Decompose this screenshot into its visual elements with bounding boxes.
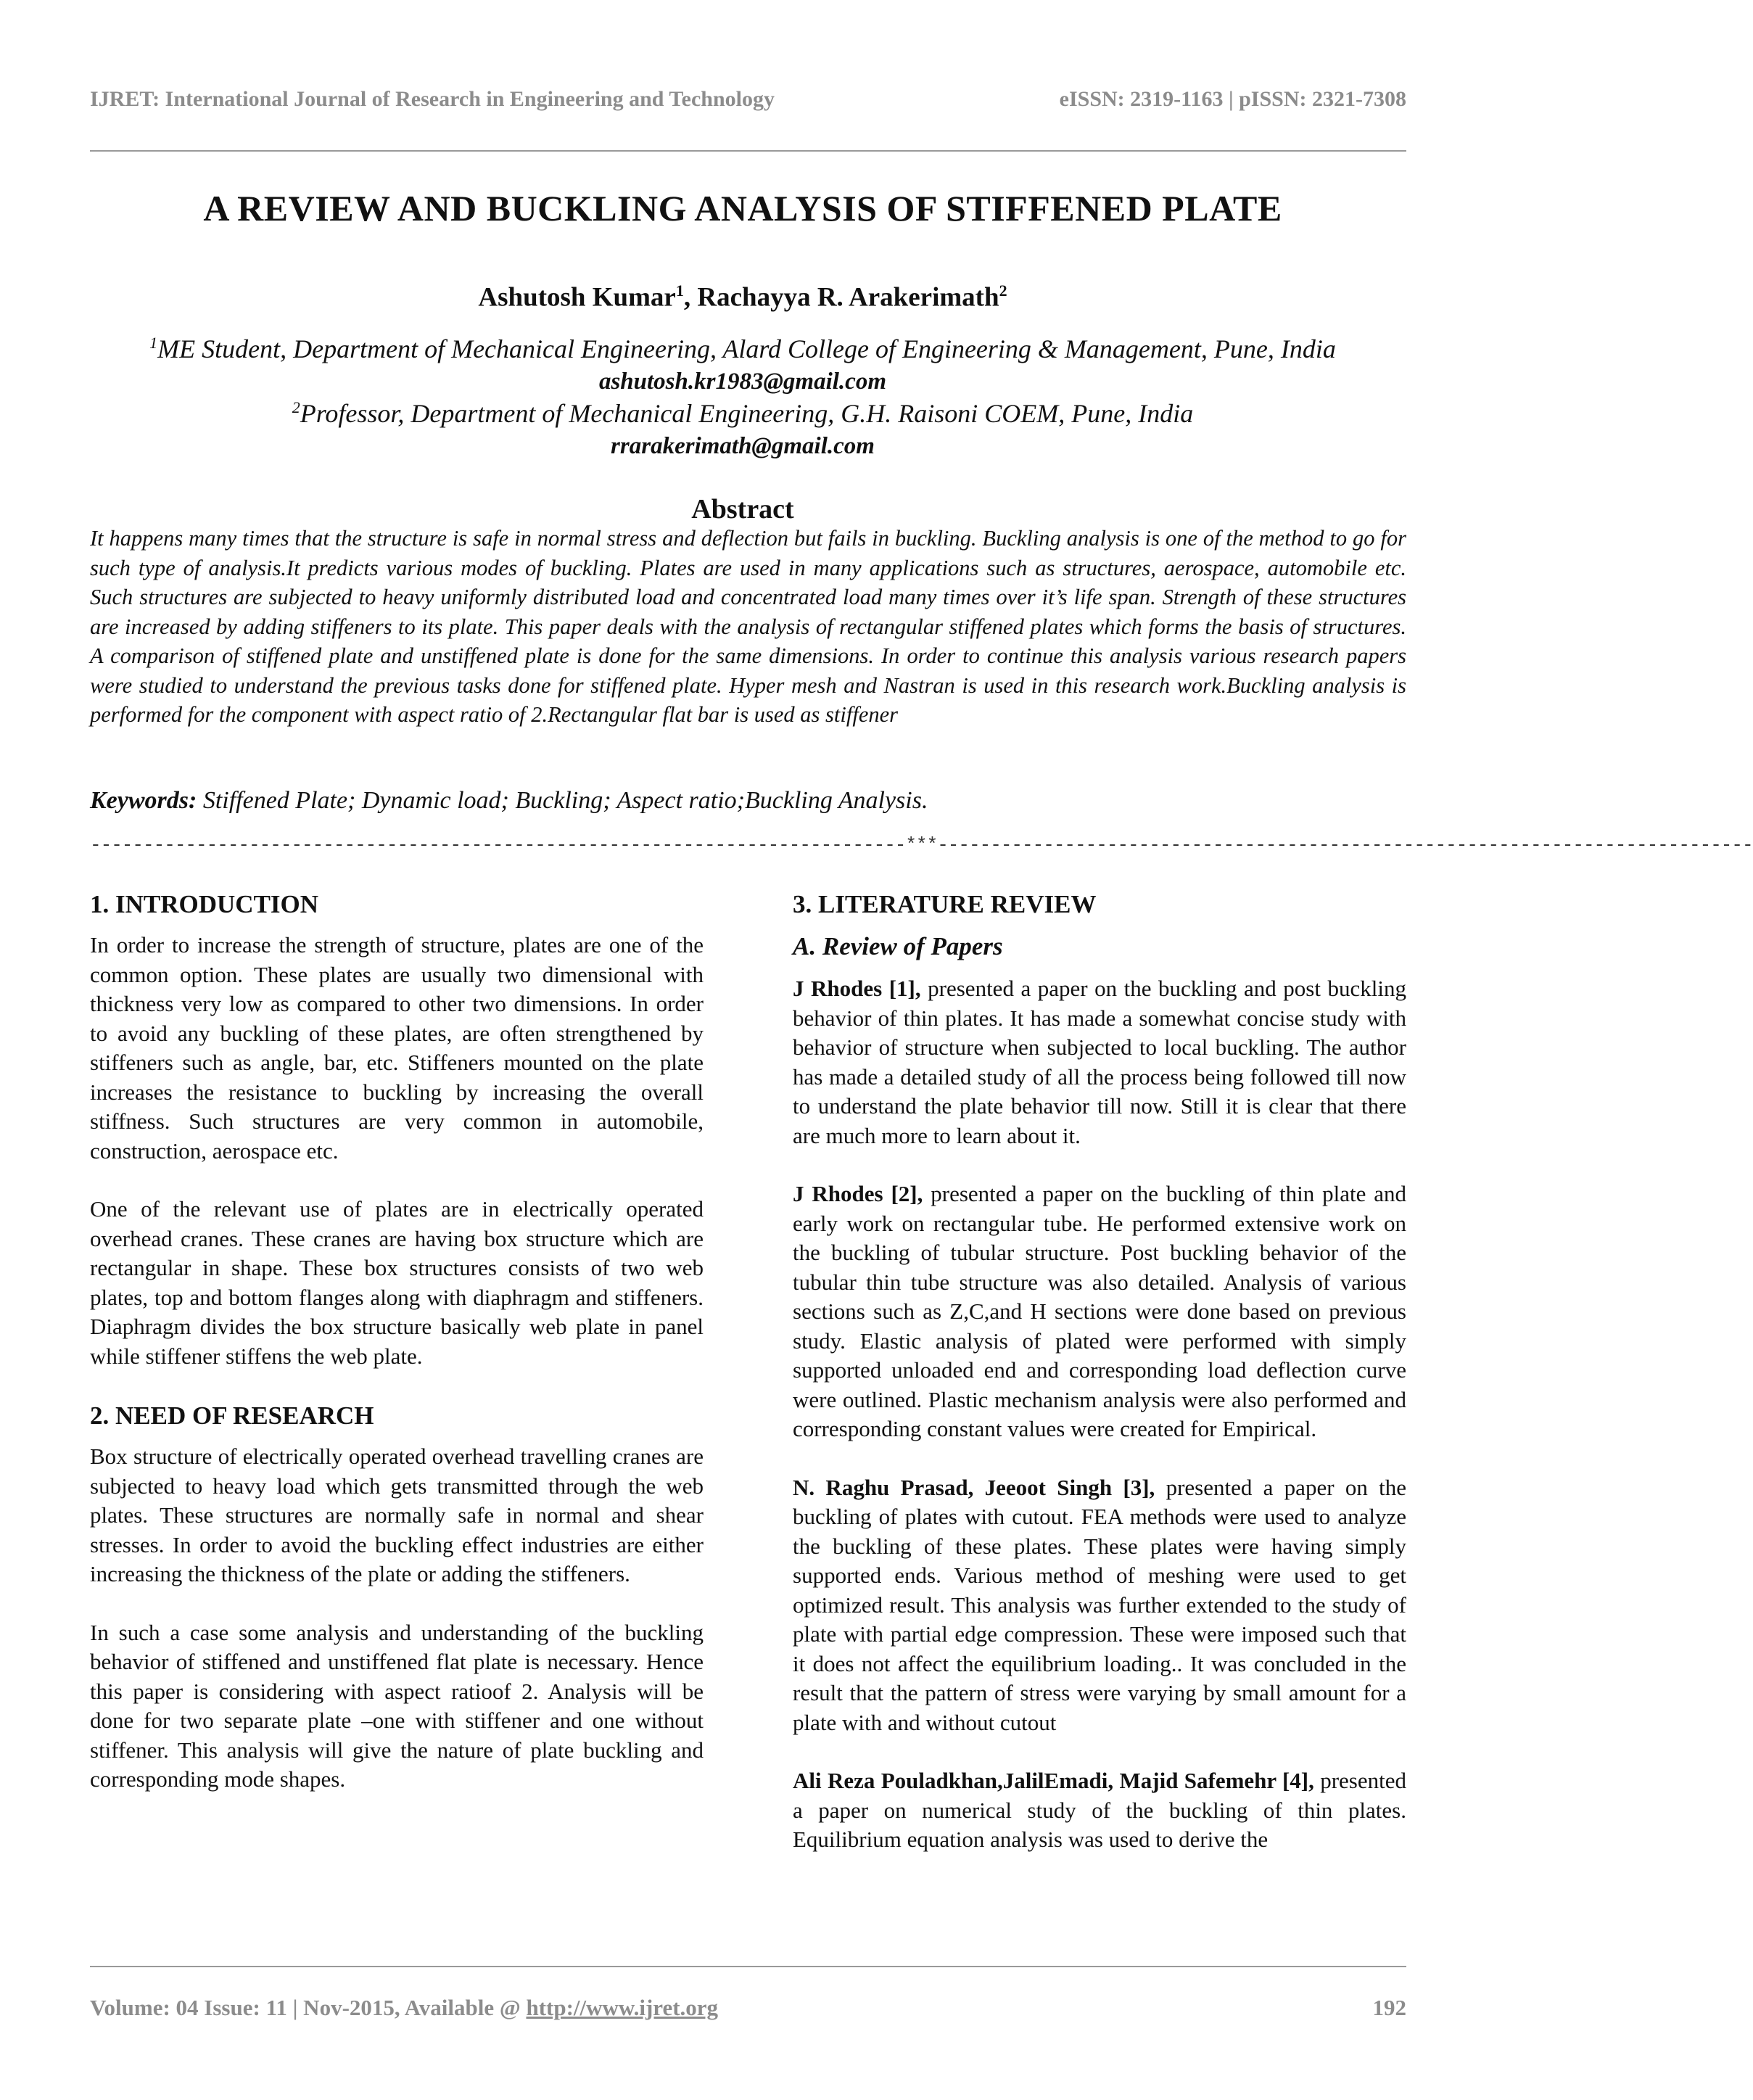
right-column xyxy=(793,889,1406,1884)
footer-rule xyxy=(90,1966,1406,1967)
review-of-papers-subheading: A. Review of Papers xyxy=(793,932,1003,960)
affiliation-2-sup: 2 xyxy=(292,398,300,416)
need-of-research-heading: 2. NEED OF RESEARCH xyxy=(90,1401,374,1430)
keywords-label: Keywords: xyxy=(90,787,197,814)
journal-name: IJRET: International Journal of Research in Engineering and Technology xyxy=(90,87,775,111)
review-4-text: presented a paper on numerical study of the buckling of thin plates. Equilibrium equation analysis was used to derive the xyxy=(793,1768,1406,1852)
author-2-name: Rachayya R. Arakerimath xyxy=(697,282,999,313)
introduction-paragraph-2: One of the relevant use of plates are in electrically operated overhead cranes. These cranes are having box structure which are rectangular in shape. These box structures consists of two web plates, top and bottom flanges along with diaphragm and stiffeners. Diaphragm divides the box structure basically web plate in panel while stiffener stiffens the web plate. xyxy=(90,1196,704,1369)
section-separator: -----------------------------------------------------------------------------***----------------------------------------------------------------------------- xyxy=(90,834,1753,856)
review-1-text: presented a paper on the buckling and post buckling behavior of thin plates. It has made a somewhat concise study with behavior of structure when subjected to local buckling. The author has made a detailed study of all the process being followed till now to understand the plate behavior till now. Still it is clear that there are much more to learn about it. xyxy=(793,976,1406,1148)
page-number: 192 xyxy=(1372,1995,1406,2020)
abstract-body: It happens many times that the structure is safe in normal stress and deflection but fails in buckling. Buckling analysis is one of the method to go for such type of analysis.It predicts various modes of buckling. Plates are used in many applications such as structures, aerospace, automobile etc. Such structures are subjected to heavy uniformly distributed load and concentrated load many times over it’s life span. Strength of these structures are increased by adding stiffeners to its plate. This paper deals with the analysis of rectangular stiffened plates which forms the basis of structures. A comparison of stiffened plate and unstiffened plate is done for the same dimensions. In order to continue this analysis various research papers were studied to understand the previous tasks done for stiffened plate. Hyper mesh and Nastran is used in this research work.Buckling analysis is performed for the component with aspect ratio of 2.Rectangular flat bar is used as stiffener xyxy=(90,526,1406,727)
literature-review-heading: 3. LITERATURE REVIEW xyxy=(793,890,1097,918)
review-entry-4 xyxy=(793,1766,1406,1855)
author-separator: , xyxy=(683,282,698,313)
review-1-author: J Rhodes [1], xyxy=(793,976,921,1001)
review-entry-3 xyxy=(793,1473,1406,1738)
header-rule xyxy=(90,150,1406,152)
review-entry-2 xyxy=(793,1179,1406,1444)
issn-numbers: eISSN: 2319-1163 | pISSN: 2321-7308 xyxy=(1059,87,1406,111)
left-column xyxy=(90,889,704,1824)
need-paragraph-2: In such a case some analysis and understanding of the buckling behavior of stiffened and unstiffened flat plate is necessary. Hence this paper is considering with aspect ratioof 2. Analysis will be done for two separate plate –one with stiffener and one without stiffener. This analysis will give the nature of plate buckling and corresponding mode shapes. xyxy=(90,1619,704,1792)
review-3-text: presented a paper on the buckling of plates with cutout. FEA methods were used to analyze the buckling of these plates. These plates were having simply supported ends. Various method of meshing were used to get optimized result. This analysis was further extended to the study of plate with partial edge compression. These were imposed such that it does not affect the equilibrium loading.. It was concluded in the result that the pattern of stress were varying by small amount for a plate with and without cutout xyxy=(793,1474,1406,1735)
affiliation-1-sup: 1 xyxy=(149,334,158,352)
keywords-line xyxy=(90,787,1406,815)
keywords-text: Stiffened Plate; Dynamic load; Buckling; Aspect ratio;Buckling Analysis. xyxy=(197,787,928,814)
introduction-paragraph-1: In order to increase the strength of structure, plates are one of the common option. These plates are usually two dimensional with thickness very low as compared to other two dimensions. In order to avoid any buckling of these plates, are often strengthened by stiffeners such as angle, bar, etc. Stiffeners mounted on the plate increases the resistance to buckling by increasing the overall stiffness. Such structures are very common in automobile, construction, aerospace etc. xyxy=(90,932,704,1164)
author-2-email[interactable]: rrarakerimath@gmail.com xyxy=(611,433,875,459)
review-2-author: J Rhodes [2], xyxy=(793,1181,923,1206)
review-2-text: presented a paper on the buckling of thin plate and early work on rectangular tube. He performed extensive work on the buckling of tubular structure. Post buckling behavior of the tubular thin tube structure was also detailed. Analysis of various sections such as Z,C,and H sections were done based on previous study. Elastic analysis of plated were performed with simply supported unloaded end and corresponding load deflection curve were outlined. Plastic mechanism analysis were also performed and corresponding constant values were created for Empirical. xyxy=(793,1181,1406,1441)
affiliation-2-text: Professor, Department of Mechanical Engineering, G.H. Raisoni COEM, Pune, India xyxy=(300,399,1194,428)
author-line xyxy=(0,281,1485,313)
author-1-email[interactable]: ashutosh.kr1983@gmail.com xyxy=(598,368,887,395)
review-3-author: N. Raghu Prasad, Jeeoot Singh [3], xyxy=(793,1474,1155,1500)
review-entry-1 xyxy=(793,974,1406,1150)
author-1-name: Ashutosh Kumar xyxy=(478,282,676,313)
footer-volume-text: Volume: 04 Issue: 11 | Nov-2015, Available @ xyxy=(90,1995,527,2020)
need-paragraph-1: Box structure of electrically operated overhead travelling cranes are subjected to heavy load which gets transmitted through the web plates. These structures are normally safe in normal and shear stresses. In order to avoid the buckling effect industries are either increasing the thickness of the plate or adding the stiffeners. xyxy=(90,1444,704,1586)
affiliation-1-text: ME Student, Department of Mechanical Engineering, Alard College of Engineering & Management, Pune, India xyxy=(157,334,1336,363)
review-4-author: Ali Reza Pouladkhan,JalilEmadi, Majid Safemehr [4], xyxy=(793,1768,1314,1793)
affiliation-2 xyxy=(0,398,1485,429)
footer-volume xyxy=(90,1995,718,2021)
paper-title: A REVIEW AND BUCKLING ANALYSIS OF STIFFENED PLATE xyxy=(203,188,1282,228)
author-2-sup: 2 xyxy=(999,281,1007,300)
abstract-heading: Abstract xyxy=(691,494,794,524)
affiliation-1 xyxy=(0,334,1485,364)
footer-website-link[interactable]: http://www.ijret.org xyxy=(526,1995,719,2020)
introduction-heading: 1. INTRODUCTION xyxy=(90,890,319,918)
author-1-sup: 1 xyxy=(675,281,684,300)
